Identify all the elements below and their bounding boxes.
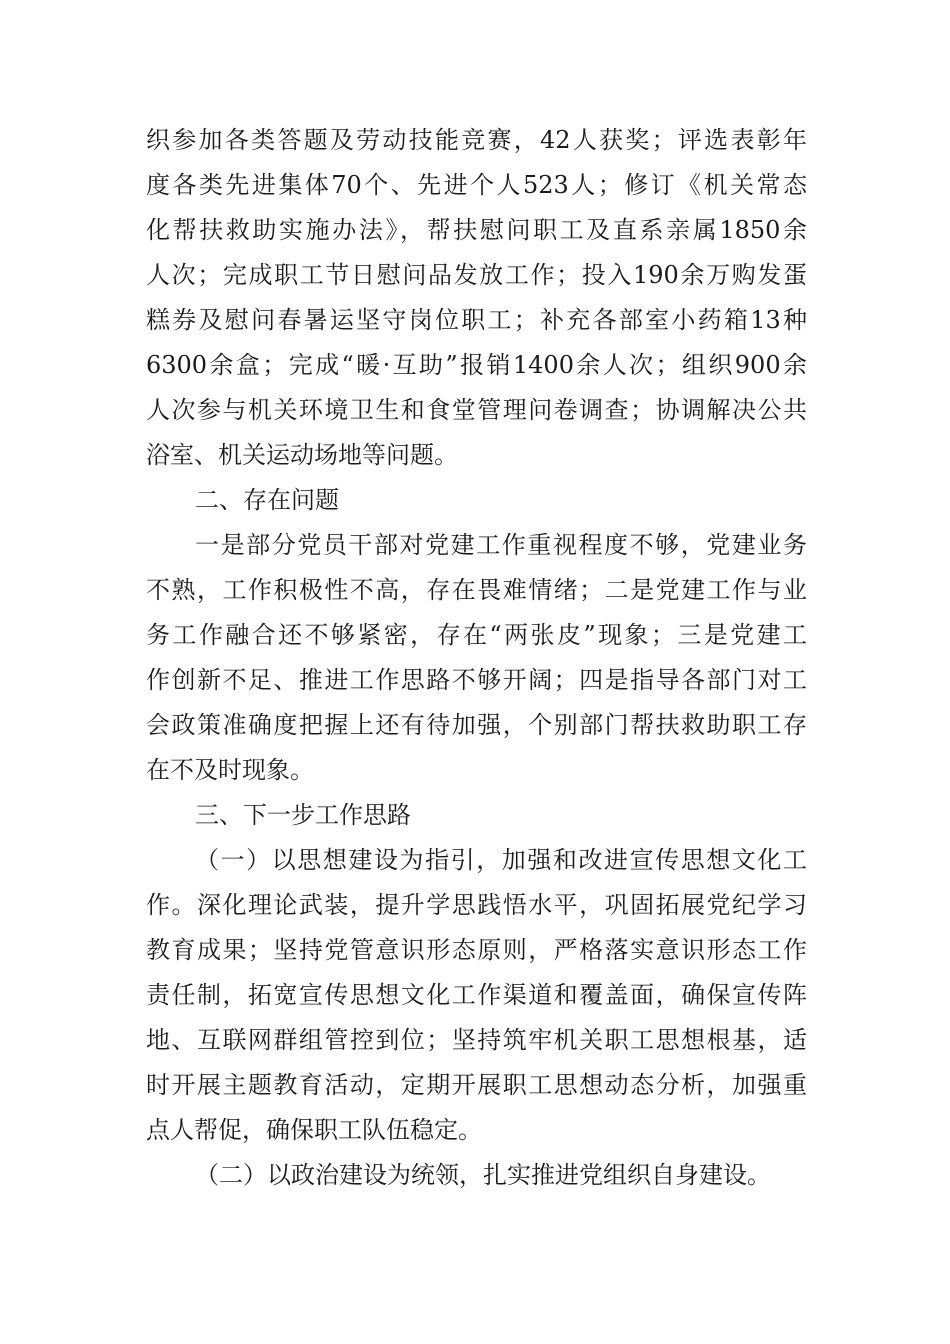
paragraph-line: 不熟，工作积极性不高，存在畏难情绪；二是党建工作与业 [146,576,807,604]
paragraph-line: 人次；完成职工节日慰问品发放工作；投入190余万购发蛋 [146,261,807,289]
paragraph-line: 人次参与机关环境卫生和食堂管理问卷调查；协调解决公共 [146,396,807,424]
paragraph-line: 点人帮促，确保职工队伍稳定。 [146,1116,482,1144]
section-heading-problems: 二、存在问题 [195,486,339,514]
paragraph-line: 务工作融合还不够紧密，存在“两张皮”现象；三是党建工 [146,621,807,649]
paragraph-line: 责任制，拓宽宣传思想文化工作渠道和覆盖面，确保宣传阵 [146,981,807,1009]
paragraph-line: 作创新不足、推进工作思路不够开阔；四是指导各部门对工 [146,666,807,694]
subsection-heading-line: （一）以思想建设为指引，加强和改进宣传思想文化工 [195,846,807,874]
paragraph-line: 糕券及慰问春暑运坚守岗位职工；补充各部室小药箱13种 [146,306,807,334]
paragraph-line: 织参加各类答题及劳动技能竞赛，42人获奖；评选表彰年 [146,126,807,154]
paragraph-line: 一是部分党员干部对党建工作重视程度不够，党建业务 [195,531,807,559]
paragraph-line: 教育成果；坚持党管意识形态原则，严格落实意识形态工作 [146,936,807,964]
paragraph-line: 浴室、机关运动场地等问题。 [146,441,458,469]
paragraph-line: 会政策准确度把握上还有待加强，个别部门帮扶救助职工存 [146,711,807,739]
subsection-heading-line: （二）以政治建设为统领，扎实推进党组织自身建设。 [195,1161,771,1189]
paragraph-line: 时开展主题教育活动，定期开展职工思想动态分析，加强重 [146,1071,807,1099]
section-heading-next-steps: 三、下一步工作思路 [195,801,411,829]
paragraph-line: 地、互联网群组管控到位；坚持筑牢机关职工思想根基，适 [146,1026,807,1054]
paragraph-line: 作。深化理论武装，提升学思践悟水平，巩固拓展党纪学习 [146,891,807,919]
paragraph-line: 化帮扶救助实施办法》，帮扶慰问职工及直系亲属1850余 [146,216,807,244]
paragraph-line: 6300余盒；完成“暖·互助”报销1400余人次；组织900余 [146,351,807,379]
paragraph-line: 度各类先进集体70个、先进个人523人；修订《机关常态 [146,171,807,199]
paragraph-line: 在不及时现象。 [146,756,314,784]
